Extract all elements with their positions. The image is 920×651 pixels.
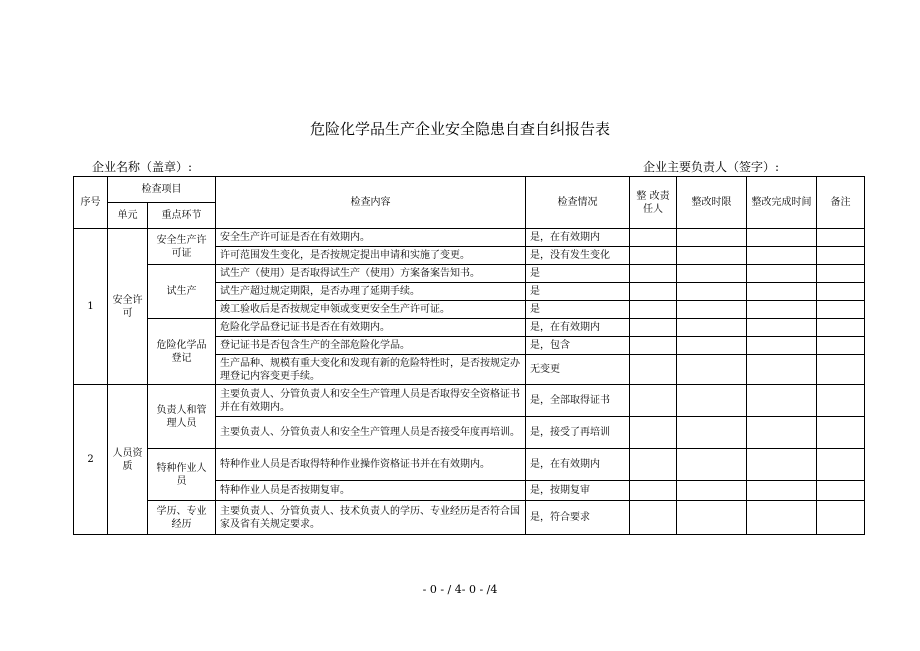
deadline-cell[interactable] <box>677 501 747 535</box>
remarks-cell[interactable] <box>817 337 865 355</box>
check-status: 是，在有效期内 <box>526 229 630 247</box>
check-content: 特种作业人员是否取得特种作业操作资格证书并在有效期内。 <box>216 449 526 481</box>
responsible-cell[interactable] <box>630 449 677 481</box>
header-responsible: 整 改责任人 <box>630 177 677 229</box>
header-seq: 序号 <box>74 177 108 229</box>
check-status: 是 <box>526 301 630 319</box>
completion-cell[interactable] <box>747 319 817 337</box>
header-item: 检查项目 <box>108 177 216 203</box>
responsible-cell[interactable] <box>630 417 677 449</box>
company-name-label: 企业名称（盖章）: <box>92 160 193 174</box>
remarks-cell[interactable] <box>817 283 865 301</box>
remarks-cell[interactable] <box>817 319 865 337</box>
remarks-cell[interactable] <box>817 355 865 385</box>
responsible-cell[interactable] <box>630 481 677 501</box>
deadline-cell[interactable] <box>677 481 747 501</box>
page-number: - 0 - / 4- 0 - /4 <box>422 583 498 596</box>
check-status: 是，按期复审 <box>526 481 630 501</box>
completion-cell[interactable] <box>747 229 817 247</box>
check-content: 许可范围发生变化，是否按规定提出申请和实施了变更。 <box>216 247 526 265</box>
check-status: 无变更 <box>526 355 630 385</box>
page-title: 危险化学品生产企业安全隐患自查自纠报告表 <box>309 120 610 138</box>
deadline-cell[interactable] <box>677 385 747 417</box>
remarks-cell[interactable] <box>817 481 865 501</box>
responsible-cell[interactable] <box>630 301 677 319</box>
completion-cell[interactable] <box>747 355 817 385</box>
check-status: 是 <box>526 265 630 283</box>
completion-cell[interactable] <box>747 501 817 535</box>
check-status: 是，没有发生变化 <box>526 247 630 265</box>
completion-cell[interactable] <box>747 283 817 301</box>
header-deadline: 整改时限 <box>677 177 747 229</box>
remarks-cell[interactable] <box>817 385 865 417</box>
responsible-cell[interactable] <box>630 247 677 265</box>
deadline-cell[interactable] <box>677 355 747 385</box>
deadline-cell[interactable] <box>677 337 747 355</box>
section-seq: 1 <box>74 229 108 385</box>
check-status: 是，在有效期内 <box>526 319 630 337</box>
completion-cell[interactable] <box>747 385 817 417</box>
responsible-cell[interactable] <box>630 355 677 385</box>
completion-cell[interactable] <box>747 337 817 355</box>
responsible-cell[interactable] <box>630 229 677 247</box>
header-key: 重点环节 <box>148 203 216 229</box>
check-status: 是，符合要求 <box>526 501 630 535</box>
completion-cell[interactable] <box>747 247 817 265</box>
check-status: 是，接受了再培训 <box>526 417 630 449</box>
header-completion: 整改完成时间 <box>747 177 817 229</box>
remarks-cell[interactable] <box>817 417 865 449</box>
remarks-cell[interactable] <box>817 265 865 283</box>
key-step: 负责人和管理人员 <box>148 385 216 449</box>
remarks-cell[interactable] <box>817 301 865 319</box>
deadline-cell[interactable] <box>677 319 747 337</box>
key-step: 安全生产许可证 <box>148 229 216 265</box>
check-content: 试生产超过规定期限，是否办理了延期手续。 <box>216 283 526 301</box>
check-content: 主要负责人、分管负责人和安全生产管理人员是否接受年度再培训。 <box>216 417 526 449</box>
check-content: 试生产（使用）是否取得试生产（使用）方案备案告知书。 <box>216 265 526 283</box>
key-step: 试生产 <box>148 265 216 319</box>
check-content: 竣工验收后是否按规定申领或变更安全生产许可证。 <box>216 301 526 319</box>
report-table <box>73 176 865 535</box>
deadline-cell[interactable] <box>677 301 747 319</box>
key-step: 学历、专业经历 <box>148 501 216 535</box>
check-content: 登记证书是否包含生产的全部危险化学品。 <box>216 337 526 355</box>
responsible-cell[interactable] <box>630 283 677 301</box>
check-status: 是，包含 <box>526 337 630 355</box>
deadline-cell[interactable] <box>677 265 747 283</box>
completion-cell[interactable] <box>747 265 817 283</box>
deadline-cell[interactable] <box>677 417 747 449</box>
check-content: 特种作业人员是否按期复审。 <box>216 481 526 501</box>
completion-cell[interactable] <box>747 301 817 319</box>
check-status: 是 <box>526 283 630 301</box>
check-content: 生产品种、规模有重大变化和发现有新的危险特性时，是否按规定办理登记内容变更手续。 <box>216 355 526 385</box>
completion-cell[interactable] <box>747 417 817 449</box>
responsible-cell[interactable] <box>630 265 677 283</box>
key-step: 危险化学品登记 <box>148 319 216 385</box>
responsible-cell[interactable] <box>630 319 677 337</box>
check-content: 安全生产许可证是否在有效期内。 <box>216 229 526 247</box>
check-status: 是，全部取得证书 <box>526 385 630 417</box>
deadline-cell[interactable] <box>677 449 747 481</box>
check-content: 主要负责人、分管负责人和安全生产管理人员是否取得安全资格证书并在有效期内。 <box>216 385 526 417</box>
remarks-cell[interactable] <box>817 449 865 481</box>
completion-cell[interactable] <box>747 449 817 481</box>
completion-cell[interactable] <box>747 481 817 501</box>
responsible-cell[interactable] <box>630 385 677 417</box>
check-content: 危险化学品登记证书是否在有效期内。 <box>216 319 526 337</box>
principal-signature-label: 企业主要负责人（签字）: <box>643 160 780 174</box>
section-unit: 人员资质 <box>108 385 148 535</box>
remarks-cell[interactable] <box>817 247 865 265</box>
remarks-cell[interactable] <box>817 229 865 247</box>
header-status: 检查情况 <box>526 177 630 229</box>
responsible-cell[interactable] <box>630 337 677 355</box>
key-step: 特种作业人员 <box>148 449 216 501</box>
deadline-cell[interactable] <box>677 229 747 247</box>
header-remarks: 备注 <box>817 177 865 229</box>
section-seq: 2 <box>74 385 108 535</box>
remarks-cell[interactable] <box>817 501 865 535</box>
check-content: 主要负责人、分管负责人、技术负责人的学历、专业经历是否符合国家及省有关规定要求。 <box>216 501 526 535</box>
responsible-cell[interactable] <box>630 501 677 535</box>
deadline-cell[interactable] <box>677 247 747 265</box>
deadline-cell[interactable] <box>677 283 747 301</box>
header-unit: 单元 <box>108 203 148 229</box>
header-content: 检查内容 <box>216 177 526 229</box>
section-unit: 安全许可 <box>108 229 148 385</box>
check-status: 是，在有效期内 <box>526 449 630 481</box>
